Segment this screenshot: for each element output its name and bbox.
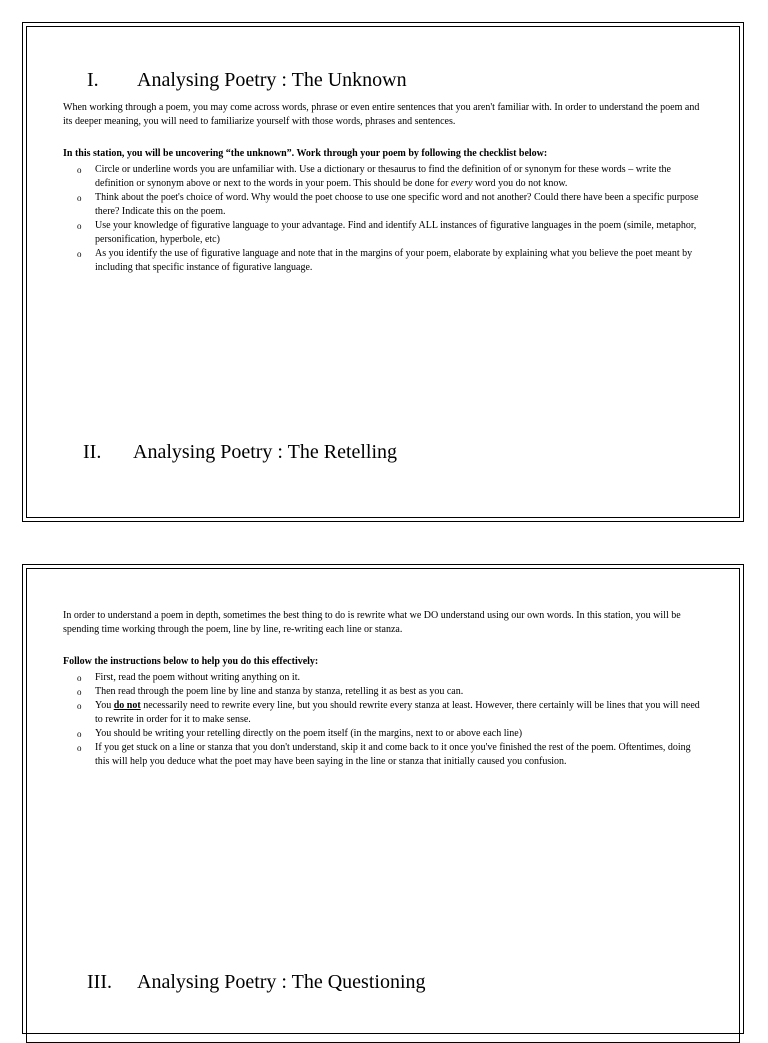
checklist-item [77,685,707,699]
checklist [63,163,707,275]
document-page-1 [22,22,744,522]
item-text: Then read through the poem line by line and stanza by stanza, retelling it as best as you can. [95,686,464,697]
checklist-item [77,741,707,769]
item-emphasis: do not [113,700,141,711]
bullet-icon: o [77,221,82,231]
item-text: You [95,700,114,711]
item-text: Think about the poet's choice of word. Why would the poet choose to use one specific word and not another? Could there have been a specific purpose there? Indicate this on the poem. [95,192,699,217]
item-text: If you get stuck on a line or stanza that you don't understand, skip it and come back to it once you've finished the rest of the poem. Oftentimes, doing this will help you deduce what the poet may have been saying in the line or stanza that initially caused you confusion. [95,742,691,767]
section-number: II. [83,441,102,463]
bullet-icon: o [77,729,82,739]
section-heading-questioning [87,971,426,994]
bullet-icon: o [77,165,82,175]
instruction-line: Follow the instructions below to help you do this effectively: [63,656,319,667]
checklist-item [77,191,707,219]
section-number: III. [87,971,112,993]
section-title: Analysing Poetry : The Unknown [137,69,407,91]
section-heading-retelling [83,441,397,464]
bullet-icon: o [77,687,82,697]
bullet-icon: o [77,743,82,753]
document-page-2 [22,564,744,1034]
section-body-retelling [63,609,707,769]
item-text: necessarily need to rewrite every line, but you should rewrite every stanza at least. However, there certainly will be lines that you will need to rewrite in order for it to make sense. [95,700,700,725]
checklist-item [77,219,707,247]
section-title: Analysing Poetry : The Retelling [133,441,398,463]
section-heading-unknown [87,69,407,92]
item-text: Circle or underline words you are unfamiliar with. Use a dictionary or thesaurus to find the definition of or synonym for these words – write the definition or synonym above or next to the words in your poem. This should be done for [95,164,671,189]
item-text: Use your knowledge of figurative language to your advantage. Find and identify ALL instances of figurative languages in the poem (simile, metaphor, personification, hyperbole, etc) [95,220,697,245]
item-emphasis: every [450,178,473,189]
section-number: I. [87,69,99,91]
intro-paragraph: When working through a poem, you may come across words, phrase or even entire sentences that you aren't familiar with. In order to understand the poem and its deeper meaning, you will need to familiarize yourself with those words, phrases and sentences. [63,102,700,127]
checklist-item [77,163,707,191]
section-body-unknown [63,101,707,275]
instruction-line: In this station, you will be uncovering “the unknown”. Work through your poem by following the checklist below: [63,148,548,159]
item-text: word you do not know. [472,178,568,189]
checklist [63,671,707,769]
bullet-icon: o [77,673,82,683]
intro-paragraph: In order to understand a poem in depth, sometimes the best thing to do is rewrite what we DO understand using our own words. In this station, you will be spending time working through the poem, line by line, re-writing each line or stanza. [63,610,681,635]
checklist-item [77,671,707,685]
checklist-item [77,247,707,275]
item-text: First, read the poem without writing anything on it. [95,672,300,683]
section-title: Analysing Poetry : The Questioning [137,971,426,993]
item-text: As you identify the use of figurative language and note that in the margins of your poem, elaborate by explaining what you believe the poet meant by including that specific instance of figurative language. [95,248,693,273]
bullet-icon: o [77,249,82,259]
item-text: You should be writing your retelling directly on the poem itself (in the margins, next to or above each line) [95,728,523,739]
checklist-item [77,727,707,741]
checklist-item [77,699,707,727]
bullet-icon: o [77,701,82,711]
bullet-icon: o [77,193,82,203]
